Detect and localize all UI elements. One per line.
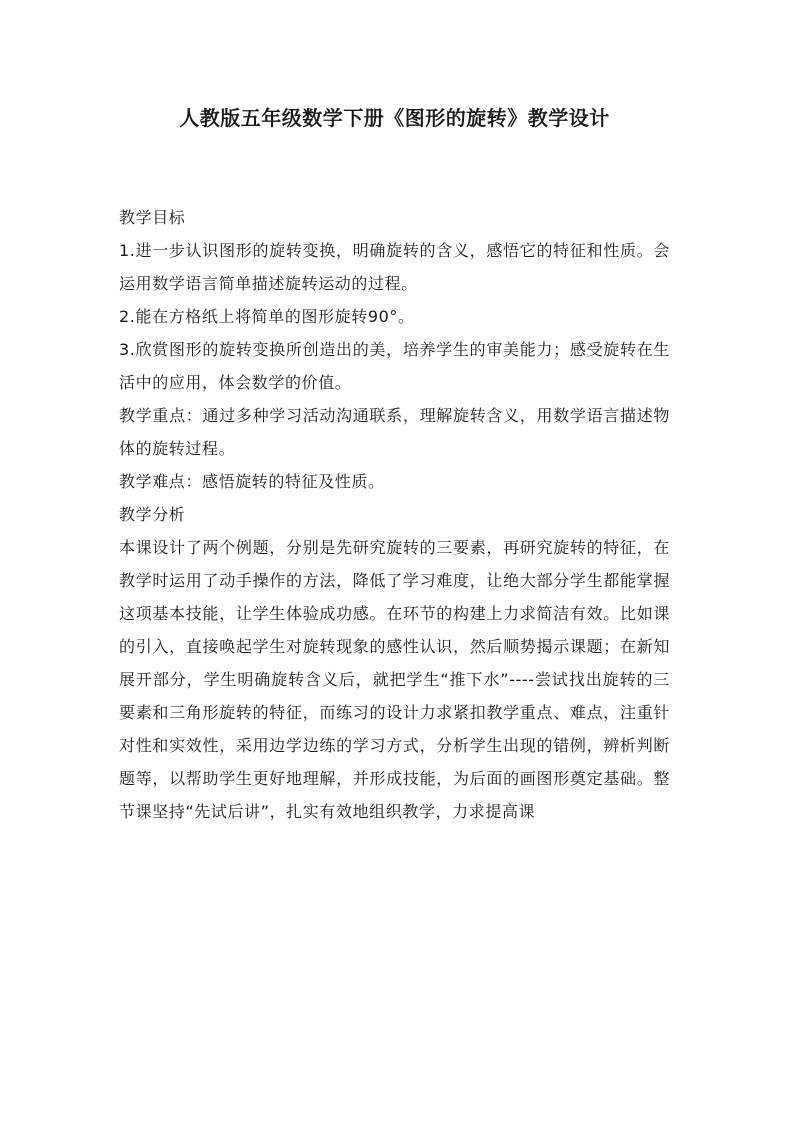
document-body [119, 201, 670, 828]
section-heading-objectives: 教学目标 [119, 208, 186, 227]
objective-2: 2.能在方格纸上将简单的图形旋转90°。 [119, 307, 415, 326]
teaching-difficulties: 教学难点：感悟旋转的特征及性质。 [119, 472, 385, 491]
analysis-paragraph: 本课设计了两个例题，分别是先研究旋转的三要素，再研究旋转的特征，在教学时运用了动手操作的方法，降低了学习难度，让绝大部分学生都能掌握这项基本技能，让学生体验成功感。在环节的构建上力求简洁有效。比如课的引入，直接唤起学生对旋转现象的感性认识，然后顺势揭示课题；在新知展开部分，学生明确旋转含义后，就把学生“推下水”----尝试找出旋转的三要素和三角形旋转的特征，而练习的设计力求紧扣教学重点、难点，注重针对性和实效性，采用边学边练的学习方式，分析学生出现的错例，辨析判断题等，以帮助学生更好地理解，并形成技能，为后面的画图形奠定基础。整节课坚持“先试后讲”，扎实有效地组织教学，力求提高课 [119, 538, 670, 821]
teaching-key-points: 教学重点：通过多种学习活动沟通联系，理解旋转含义，用数学语言描述物体的旋转过程。 [119, 406, 670, 458]
objective-1: 1.进一步认识图形的旋转变换，明确旋转的含义，感悟它的特征和性质。会运用数学语言简单描述旋转运动的过程。 [119, 241, 670, 293]
objective-3: 3.欣赏图形的旋转变换所创造出的美，培养学生的审美能力；感受旋转在生活中的应用，体会数学的价值。 [119, 340, 670, 392]
section-heading-analysis: 教学分析 [119, 505, 186, 524]
document-title: 人教版五年级数学下册《图形的旋转》教学设计 [179, 106, 610, 130]
